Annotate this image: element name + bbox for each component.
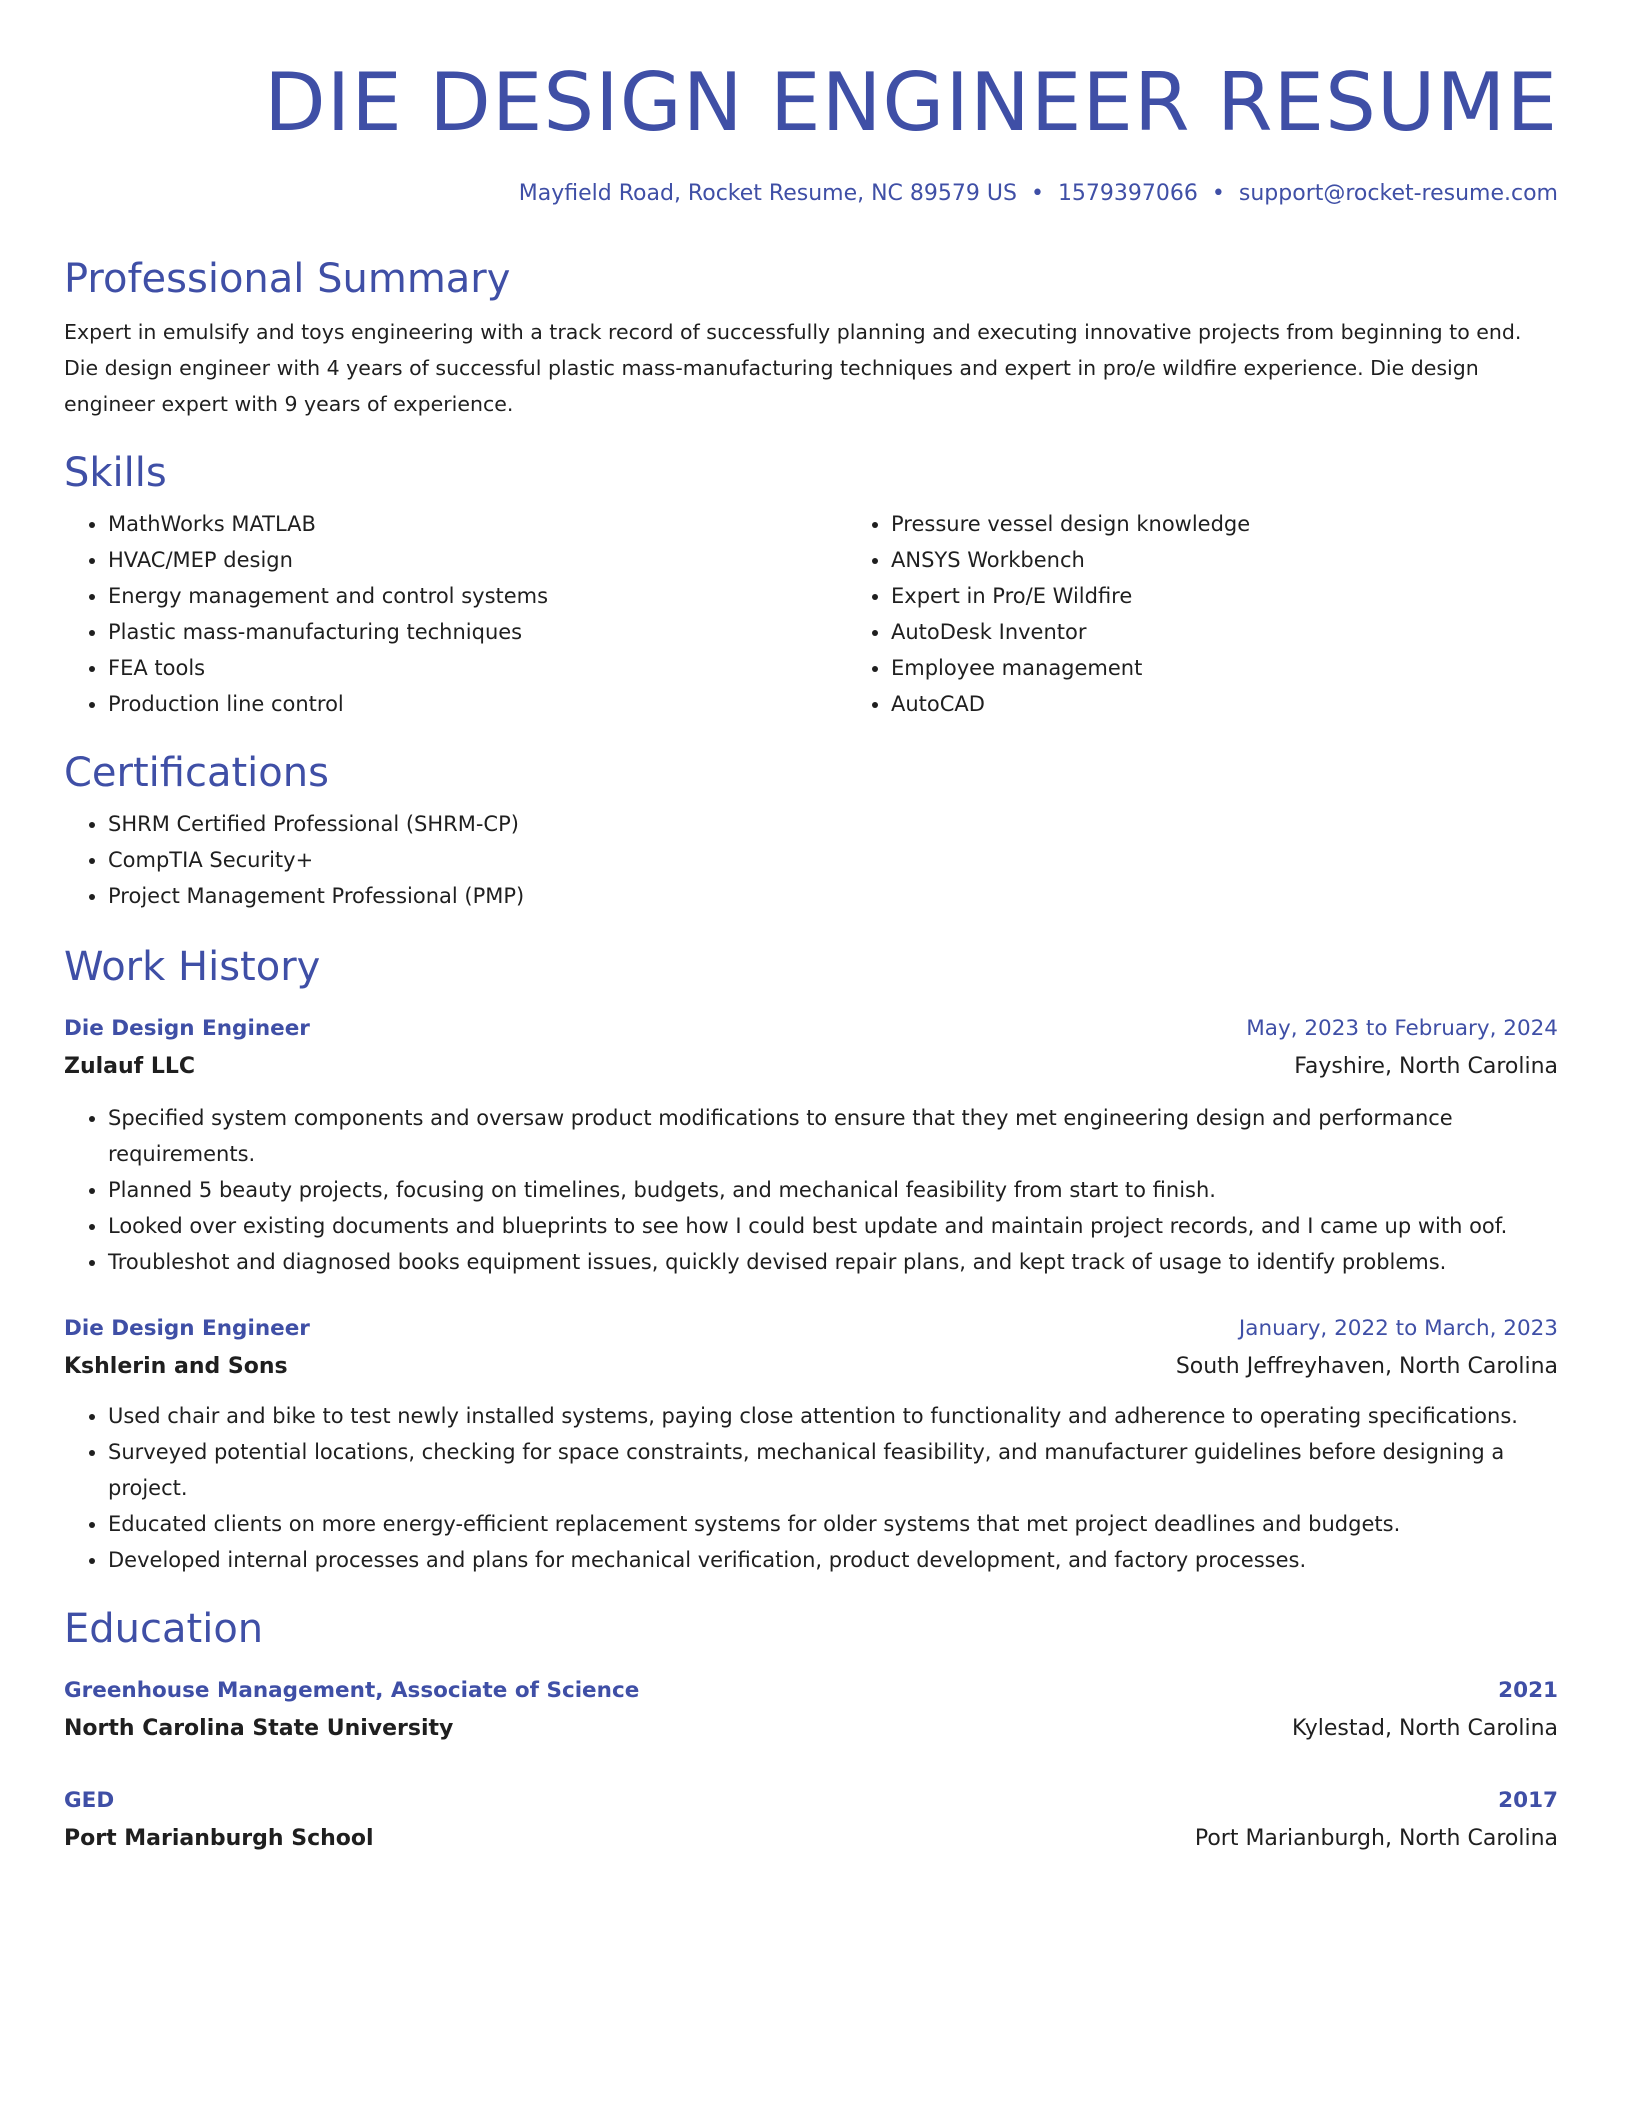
contact-email[interactable]: support@rocket-resume.com	[1238, 181, 1558, 206]
job-role: Die Design Engineer	[64, 1016, 310, 1041]
job-header	[64, 1310, 1558, 1348]
skill-item: • AutoCAD	[891, 686, 1558, 722]
skill-item: • Expert in Pro/E Wildfire	[891, 578, 1558, 614]
work-history-heading: Work History	[64, 944, 321, 990]
job-bullet: • Specified system components and oversaw product modifications to ensure that they met engineering design and performance requirements.	[108, 1100, 1558, 1172]
contact-address: Mayfield Road, Rocket Resume, NC 89579 US	[518, 181, 1017, 206]
job-location: Fayshire, North Carolina	[1294, 1054, 1558, 1079]
education-location: Port Marianburgh, North Carolina	[1194, 1826, 1558, 1851]
summary-heading: Professional Summary	[64, 256, 511, 302]
education-degree: Greenhouse Management, Associate of Science	[64, 1678, 640, 1703]
skill-item: • Production line control	[108, 686, 811, 722]
skill-item: • Employee management	[891, 650, 1558, 686]
certification-item: • Project Management Professional (PMP)	[108, 878, 1558, 914]
contact-separator: •	[1030, 181, 1044, 206]
education-year: 2021	[1498, 1678, 1558, 1703]
job-bullet: • Surveyed potential locations, checking for space constraints, mechanical feasibility, and manufacturer guidelines before designing a project.	[108, 1434, 1558, 1506]
job-role: Die Design Engineer	[64, 1316, 310, 1341]
certification-item: • SHRM Certified Professional (SHRM-CP)	[108, 806, 1558, 842]
skill-item: • Plastic mass-manufacturing techniques	[108, 614, 811, 650]
job-bullets	[64, 1398, 1558, 1578]
skills-column-left	[64, 506, 811, 722]
skill-item: • ANSYS Workbench	[891, 542, 1558, 578]
contact-separator: •	[1211, 181, 1225, 206]
education-degree: GED	[64, 1788, 115, 1813]
education-header	[64, 1782, 1558, 1820]
job-dates: May, 2023 to February, 2024	[1246, 1016, 1558, 1041]
resume-page	[64, 0, 1558, 1858]
education-header	[64, 1672, 1558, 1710]
job-entry	[64, 1310, 1558, 1578]
education-subheader	[64, 1710, 1558, 1748]
skills-heading: Skills	[64, 450, 167, 496]
job-bullet: • Developed internal processes and plans for mechanical verification, product development, and factory processes.	[108, 1542, 1558, 1578]
skill-item: • MathWorks MATLAB	[108, 506, 811, 542]
job-location: South Jeffreyhaven, North Carolina	[1175, 1354, 1558, 1379]
job-company: Kshlerin and Sons	[64, 1354, 288, 1379]
resume-title: DIE DESIGN ENGINEER RESUME	[264, 56, 1558, 149]
job-subheader	[64, 1348, 1558, 1386]
education-entry	[64, 1672, 1558, 1748]
job-bullets	[64, 1100, 1558, 1280]
education-subheader	[64, 1820, 1558, 1858]
education-school: North Carolina State University	[64, 1716, 454, 1741]
skill-item: • FEA tools	[108, 650, 811, 686]
skills-column-right	[811, 506, 1558, 722]
job-bullet: • Educated clients on more energy-efficient replacement systems for older systems that met project deadlines and budgets.	[108, 1506, 1558, 1542]
education-entry	[64, 1782, 1558, 1858]
job-subheader	[64, 1048, 1558, 1086]
job-header	[64, 1010, 1558, 1048]
education-heading: Education	[64, 1606, 264, 1652]
skill-item: • HVAC/MEP design	[108, 542, 811, 578]
contact-line	[64, 178, 1558, 210]
job-entry	[64, 1010, 1558, 1280]
education-school: Port Marianburgh School	[64, 1826, 374, 1851]
certifications-heading: Certifications	[64, 750, 329, 796]
summary-text: Expert in emulsify and toys engineering with a track record of successfully planning and executing innovative projects from beginning to end. Die design engineer with 4 years of successful plastic mass-manufacturing techniques and expert in pro/e wildfire experience. Die design engineer expert with 9 years of experience.	[64, 320, 1522, 416]
skill-item: • AutoDesk Inventor	[891, 614, 1558, 650]
skill-item: • Energy management and control systems	[108, 578, 811, 614]
job-bullet: • Used chair and bike to test newly installed systems, paying close attention to functionality and adherence to operating specifications.	[108, 1398, 1558, 1434]
job-bullet: • Troubleshot and diagnosed books equipment issues, quickly devised repair plans, and kept track of usage to identify problems.	[108, 1244, 1558, 1280]
skills-list	[64, 498, 1558, 722]
job-company: Zulauf LLC	[64, 1054, 196, 1079]
job-bullet: • Looked over existing documents and blueprints to see how I could best update and maintain project records, and I came up with oof.	[108, 1208, 1558, 1244]
education-location: Kylestad, North Carolina	[1291, 1716, 1558, 1741]
education-year: 2017	[1498, 1788, 1558, 1813]
certification-item: • CompTIA Security+	[108, 842, 1558, 878]
job-dates: January, 2022 to March, 2023	[1238, 1316, 1558, 1341]
certifications-list	[64, 806, 1558, 914]
skill-item: • Pressure vessel design knowledge	[891, 506, 1558, 542]
contact-phone: 1579397066	[1057, 181, 1198, 206]
job-bullet: • Planned 5 beauty projects, focusing on timelines, budgets, and mechanical feasibility from start to finish.	[108, 1172, 1558, 1208]
